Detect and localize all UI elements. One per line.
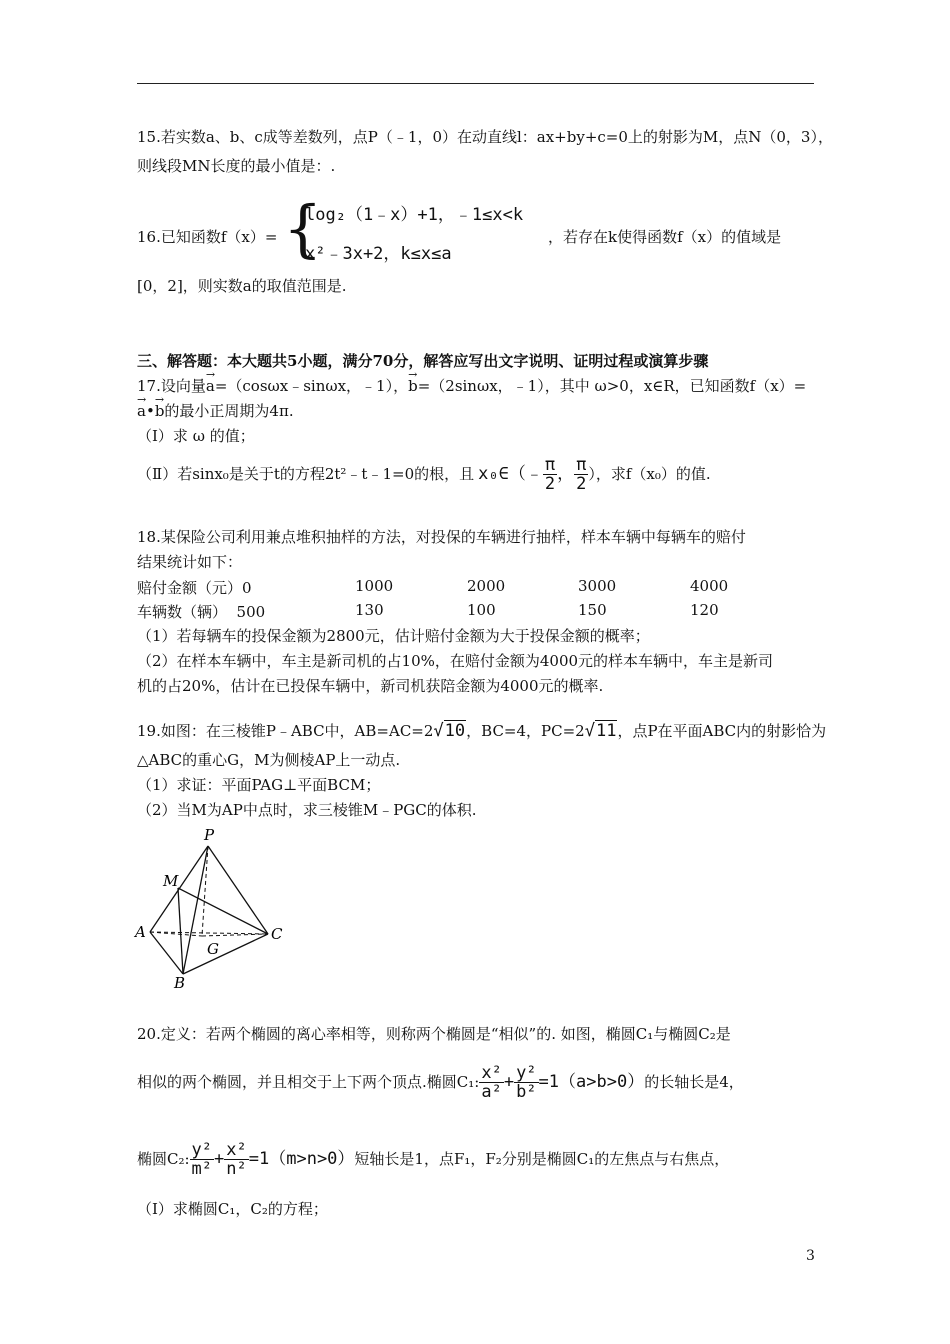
q18-line1: 18.某保险公司利用兼点堆积抽样的方法，对投保的车辆进行抽样，样本车辆中每辆车的赔付 bbox=[137, 528, 746, 546]
q17-text-c: =（2sinωx，﹣1），其中 ω>0，x∈R，已知函数f（x）= bbox=[417, 377, 807, 395]
interval-comma: ， bbox=[557, 464, 575, 484]
page-number: 3 bbox=[806, 1248, 815, 1264]
q16-suffix: ，若存在k使得函数f（x）的值域是 bbox=[548, 228, 782, 246]
vector-a: → a bbox=[206, 376, 215, 396]
table-cell: 赔付金额（元）0 bbox=[137, 579, 252, 597]
q16-case1: log₂（1﹣x）+1，﹣1≤x<k bbox=[305, 205, 524, 225]
frac-x2-n2: $\frac{\text{x²}}{\text{n²}}$ bbox=[226, 1139, 247, 1179]
table-cell: 100 bbox=[467, 601, 496, 619]
q19-part2: （2）当M为AP中点时，求三棱锥M﹣PGC的体积. bbox=[137, 801, 477, 819]
label-B: B bbox=[174, 974, 186, 991]
q16-line2: [0，2]，则实数a的取值范围是. bbox=[137, 277, 347, 295]
q20-line2-text: 相似的两个椭圆，并且相交于上下两个顶点.椭圆C₁: bbox=[137, 1073, 480, 1091]
pyramid-figure bbox=[130, 826, 290, 991]
q17-line2 bbox=[137, 401, 294, 421]
table-cell: 130 bbox=[355, 601, 384, 619]
frac-y2-m2: $\frac{\text{y²}}{\text{m²}}$ bbox=[191, 1139, 213, 1179]
q17-part2 bbox=[137, 452, 711, 496]
q20-line3-suffix: 短轴长是1，点F₁，F₂分别是椭圆C₁的左焦点与右焦点， bbox=[354, 1150, 730, 1168]
vector-b-2: → b bbox=[155, 401, 165, 421]
q20-line2-suffix: 的长轴长是4， bbox=[644, 1073, 744, 1091]
table-cell: 3000 bbox=[578, 577, 617, 595]
q17-text-b: =（cosωx﹣sinωx，﹣1）， bbox=[214, 377, 409, 395]
q20-line3 bbox=[137, 1132, 729, 1186]
q17-part1: （Ⅰ）求 ω 的值； bbox=[137, 427, 255, 445]
table-cell: 车辆数（辆） 500 bbox=[137, 603, 266, 621]
q17-part2-close: ），求f（x₀）的值. bbox=[588, 465, 711, 483]
q17-text-a: 17.设向量 bbox=[137, 377, 206, 395]
frac-y2-b2: $\frac{\text{y²}}{\text{b²}}$ bbox=[516, 1062, 537, 1102]
q20-part1: （Ⅰ）求椭圆C₁，C₂的方程； bbox=[137, 1200, 328, 1218]
plus-sign-2: + bbox=[214, 1149, 225, 1169]
sqrt-11: √11 bbox=[584, 721, 617, 741]
q19-part1: （1）求证：平面PAG⊥平面BCM； bbox=[137, 776, 381, 794]
table-cell: 120 bbox=[690, 601, 719, 619]
q16-case2: x²﹣3x+2，k≤x≤a bbox=[305, 244, 452, 264]
frac-x2-a2: $\frac{\text{x²}}{\text{a²}}$ bbox=[481, 1062, 502, 1102]
q16-prefix: 16.已知函数f（x）= bbox=[137, 228, 278, 246]
q20-eq2: =1（m>n>0） bbox=[248, 1149, 355, 1169]
header-rule bbox=[137, 83, 814, 84]
q19-text-b: ，BC=4，PC=2 bbox=[466, 722, 585, 740]
vector-b: → b bbox=[408, 376, 418, 396]
label-C: C bbox=[271, 925, 283, 943]
q18-part1: （1）若每辆车的投保金额为2800元，估计赔付金额为大于投保金额的概率； bbox=[137, 627, 650, 645]
q17-line2-rest: 的最小正周期为4π. bbox=[164, 402, 294, 420]
q17-line1 bbox=[137, 376, 806, 396]
q20-eq1: =1（a>b>0） bbox=[538, 1072, 645, 1092]
q19-text-a: 19.如图：在三棱锥P﹣ABC中，AB=AC=2 bbox=[137, 722, 434, 740]
neg-pi-over-2: $\frac{\pi}{2}$ bbox=[544, 454, 556, 494]
table-cell: 4000 bbox=[690, 577, 729, 595]
vector-a-2: → a bbox=[137, 401, 146, 421]
q20-line2 bbox=[137, 1055, 744, 1109]
label-P: P bbox=[204, 826, 215, 844]
plus-sign: + bbox=[503, 1072, 515, 1092]
q16-brace: { bbox=[283, 192, 323, 265]
q19-line2: △ABC的重心G，M为侧棱AP上一动点. bbox=[137, 751, 401, 769]
q18-part2-line1: （2）在样本车辆中，车主是新司机的占10%，在赔付金额为4000元的样本车辆中，车主是新司 bbox=[137, 652, 774, 670]
q17-x0-interval: x₀∈（﹣ bbox=[478, 464, 543, 484]
label-M: M bbox=[163, 872, 179, 890]
q18-part2-line2: 机的占20%，估计在已投保车辆中，新司机获陪金额为4000元的概率. bbox=[137, 677, 604, 695]
table-cell: 2000 bbox=[467, 577, 506, 595]
q15-line1: 15.若实数a、b、c成等差数列，点P（﹣1，0）在动直线l：ax+by+c=0上的射影为M，点N（0，3）， bbox=[137, 128, 833, 146]
q19-line1 bbox=[137, 721, 826, 745]
table-cell: 1000 bbox=[355, 577, 394, 595]
q20-line1: 20.定义：若两个椭圆的离心率相等，则称两个椭圆是“相似”的. 如图，椭圆C₁与椭圆C₂是 bbox=[137, 1025, 731, 1043]
q19-text-c: ，点P在平面ABC内的射影恰为 bbox=[617, 722, 827, 740]
label-G: G bbox=[207, 940, 219, 958]
pi-over-2: $\frac{\pi}{2}$ bbox=[576, 454, 587, 494]
q17-part2-text: （Ⅱ）若sinx₀是关于t的方程2t²﹣t﹣1=0的根，且 bbox=[137, 465, 475, 483]
sqrt-10: √10 bbox=[433, 721, 466, 741]
q18-line2: 结果统计如下： bbox=[137, 553, 243, 571]
label-A: A bbox=[135, 923, 146, 941]
q15-line2: 则线段MN长度的最小值是：. bbox=[137, 157, 336, 175]
q20-line3-text: 椭圆C₂: bbox=[137, 1150, 190, 1168]
dot-operator: • bbox=[145, 402, 155, 420]
section-3-heading: 三、解答题：本大题共5小题，满分70分，解答应写出文字说明、证明过程或演算步骤 bbox=[137, 352, 709, 370]
table-cell: 150 bbox=[578, 601, 607, 619]
